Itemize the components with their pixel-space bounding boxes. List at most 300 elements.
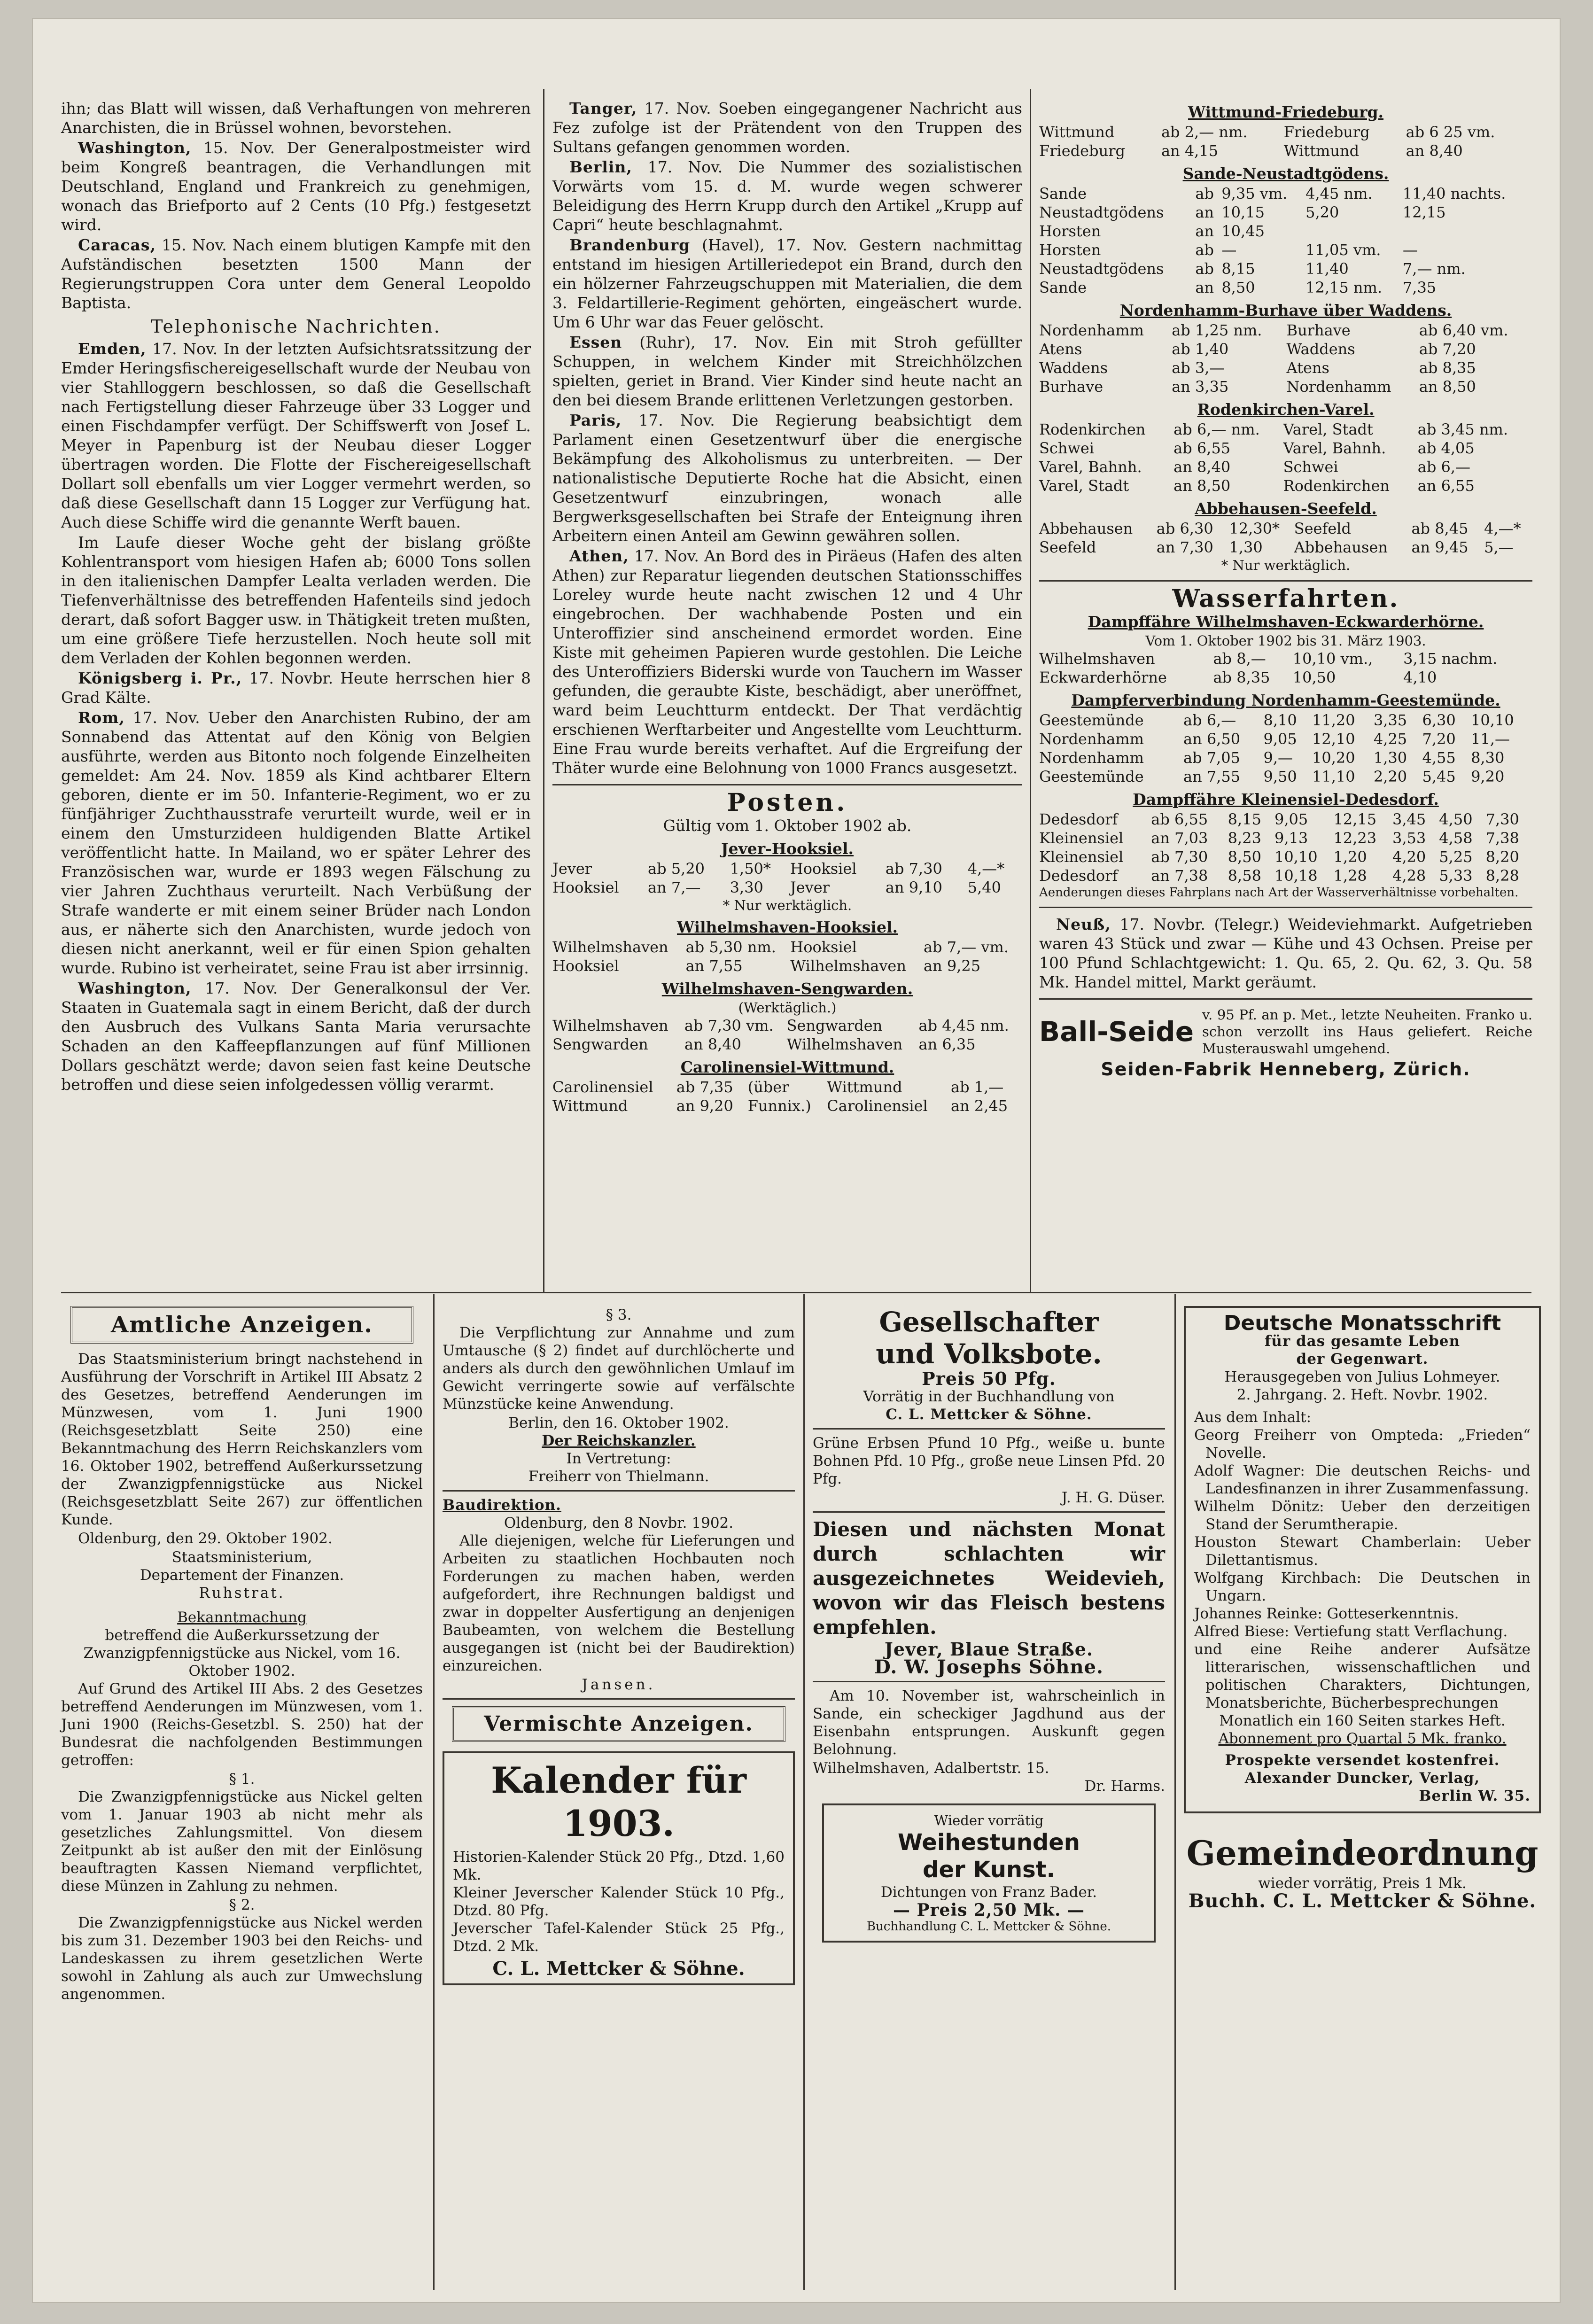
ad-text: Jever, Blaue Straße.	[884, 1639, 1094, 1660]
timetable-cell: an 8,40	[1173, 458, 1231, 476]
timetable-cell: ab 5,20	[648, 860, 705, 878]
timetable-cell: Carolinensiel	[827, 1097, 928, 1115]
amtliche-heading: Amtliche Anzeigen.	[70, 1306, 413, 1344]
timetable-cell: ab	[1195, 185, 1214, 202]
timetable-cell: 4,45 nm.	[1305, 185, 1373, 202]
timetable-cell: Schwei	[1283, 458, 1338, 476]
dateline: Neuß,	[1056, 915, 1111, 933]
timetable-cell: an 7,38	[1151, 867, 1208, 885]
timetable-cell: 11,05 vm.	[1305, 241, 1381, 259]
timetable-cell: Burhave	[1286, 321, 1351, 339]
timetable-subheading: (Werktäglich.)	[738, 1000, 837, 1016]
timetable-cell: Geestemünde	[1039, 768, 1144, 785]
timetable-cell: Hooksiel	[552, 878, 619, 896]
timetable-cell: 1,30	[1229, 538, 1263, 556]
timetable	[1039, 420, 1532, 495]
timetable-cell: an 7,03	[1151, 829, 1208, 847]
timetable-cell: Sengwarden	[786, 1017, 883, 1034]
divider	[1039, 998, 1532, 1000]
ad-text: Abonnement pro Quartal 5 Mk. franko.	[1218, 1730, 1507, 1747]
timetable-cell: ab 7,05	[1183, 749, 1240, 767]
notice-text: Alle diejenigen, welche für Lieferungen und Arbeiten zu staatlichen Hochbauten noch Forderungen zu machen haben, werden aufgefordert, ihre Rechnungen baldigst und zwar in doppelter Ausfertigung an denjenigen Baubeamten, von welchem die Bestellung ausgegangen ist (nicht bei der Baudirektion) einzureichen.	[443, 1532, 795, 1674]
timetable-cell: 4,58	[1439, 829, 1473, 847]
article-text: 17. Nov. An Bord des in Piräeus (Hafen des alten Athen) zur Reparatur liegenden deutschen Stationsschiffes Loreley wurde heute nacht zwischen 12 und 4 Uhr eingebrochen. Der wachhabende Posten und ein Unteroffizier sind anscheinend ermordet worden. Eine Kiste mit geheimen Papieren wurde gestohlen. Die Leiche des Unteroffiziers Biderski wurde von Tauchern im Wasser gefunden, die geraubte Kiste, beschädigt, aber uneröffnet, ward beim Leuchtturm entdeckt. Der That verdächtig erschienen Werftarbeiter und Angestellte vom Leuchtturm. Eine Frau wurde bereits verhaftet. Auf die Ergreifung der Thäter wurde eine Belohnung von 1000 Francs ausgesetzt.	[552, 547, 1022, 777]
timetable-cell: 11,20	[1312, 711, 1355, 729]
timetable-heading: Rodenkirchen-Varel.	[1197, 400, 1375, 419]
ad-title: Ball-Seide	[1039, 1015, 1194, 1048]
timetable-cell: 8,50	[1221, 279, 1255, 296]
dateline: Washington,	[78, 979, 192, 997]
timetable-row	[1039, 439, 1532, 458]
contents-item: Georg Freiherr von Ompteda: „Frieden“ Novelle.	[1194, 1427, 1531, 1461]
timetable-cell: 10,50	[1292, 668, 1336, 686]
article	[61, 668, 531, 707]
timetable-row	[1039, 420, 1532, 439]
ad-price: — Preis 2,50 Mk. —	[893, 1900, 1085, 1920]
notice-heading: Bekanntmachung	[177, 1609, 307, 1626]
notice-text: Die Zwanzigpfennigstücke aus Nickel werden bis zum 31. Dezember 1903 bei den Reichs- und Landeskassen zu ihrem gesetzlichen Werte sowohl in Zahlung als auch zur Umwechslung angenommen.	[61, 1914, 423, 2003]
timetable-cell: Hooksiel	[552, 957, 619, 975]
notice-text: Das Staatsministerium bringt nachstehend in Ausführung der Vorschrift in Artikel III Absatz 2 des Gesetzes, betreffend Aenderungen im Münzwesen, vom 1. Juni 1900 (Reichsgesetzblatt Seite 250) eine Bekanntmachung des Herrn Reichskanzlers vom 16. Oktober 1902, betreffend Außerkurssetzung der Zwanzigpfennigstücke aus Nickel (Reichsgesetzblatt Seite 267) zur öffentlichen Kunde.	[61, 1351, 423, 1528]
timetable-cell: 10,45	[1221, 222, 1265, 240]
notice-subheading: betreffend die Außerkurssetzung der Zwanzigpfennigstücke aus Nickel, vom 16. Oktober 1902.	[83, 1627, 401, 1679]
divider	[443, 1490, 795, 1492]
timetable-cell: 5,45	[1422, 768, 1456, 785]
article	[1039, 915, 1532, 992]
notice-heading: Baudirektion.	[443, 1497, 561, 1514]
timetable-row	[552, 859, 1022, 878]
dateline: Caracas,	[78, 236, 156, 254]
timetable	[552, 859, 1022, 897]
article	[61, 708, 531, 978]
timetable-row	[1039, 866, 1532, 885]
timetable-cell: Burhave	[1039, 378, 1103, 396]
timetable-row	[1039, 259, 1532, 278]
timetable-cell: 3,30	[730, 878, 763, 896]
timetable-cell: ab 2,— nm.	[1161, 123, 1248, 141]
timetable-cell: 4,20	[1392, 848, 1426, 866]
timetable-row	[1039, 668, 1532, 687]
timetable-cell: an 7,55	[685, 957, 743, 975]
dateline: Berlin,	[569, 158, 632, 176]
timetable-cell: an 2,45	[950, 1097, 1008, 1115]
ad-title: Gemeindeordnung	[1186, 1833, 1539, 1873]
posten-validity: Gültig vom 1. Oktober 1902 ab.	[663, 816, 912, 835]
timetable-heading: Wilhelmshaven-Sengwarden.	[661, 979, 913, 998]
ad-firm: D. W. Josephs Söhne.	[874, 1656, 1103, 1678]
article-text: 17. Nov. Soeben eingegangener Nachricht aus Fez zufolge ist der Prätendent von den Truppen des Sultans gefangen genommen worden.	[552, 99, 1022, 156]
timetable-cell: Rodenkirchen	[1039, 420, 1146, 438]
ad-text: Am 10. November ist, wahrscheinlich in Sande, ein scheckiger Jagdhund aus der Eisenbahn entsprungen. Auskunft gegen Belohnung.	[813, 1687, 1165, 1758]
timetable-cell: an 8,50	[1173, 477, 1231, 495]
timetable-heading: Nordenhamm-Burhave über Waddens.	[1119, 301, 1452, 319]
ad-title: Kalender für 1903.	[491, 1759, 746, 1844]
kalender-ad	[443, 1751, 795, 1985]
timetable-row	[552, 1035, 1022, 1054]
wasserfahrten-heading: Wasserfahrten.	[1172, 584, 1399, 613]
timetable-cell: ab 8,35	[1419, 359, 1476, 377]
timetable-cell: 7,20	[1422, 730, 1456, 748]
timetable-cell: 12,30*	[1229, 520, 1280, 537]
timetable-cell: Schwei	[1039, 439, 1095, 457]
timetable-cell: 10,15	[1221, 203, 1265, 221]
timetable-cell: an	[1195, 279, 1214, 296]
timetable-cell: 6,30	[1422, 711, 1456, 729]
ad-firm: J. H. G. Düser.	[1061, 1489, 1165, 1506]
timetable-cell: 11,40	[1305, 260, 1349, 278]
timetable	[552, 1078, 1022, 1115]
ad-firm: Buchh. C. L. Mettcker & Söhne.	[1188, 1890, 1537, 1912]
timetable-cell: Kleinensiel	[1039, 829, 1124, 847]
timetable-cell: an 7,30	[1156, 538, 1213, 556]
timetable-cell: ab 6,55	[1173, 439, 1231, 457]
ad-text: Wilhelmshaven, Adalbertstr. 15.	[813, 1760, 1049, 1777]
timetable-cell: 8,20	[1485, 848, 1519, 866]
timetable-cell: Wittmund	[1039, 123, 1115, 141]
article	[552, 411, 1022, 545]
timetable-cell: ab 6,— nm.	[1173, 420, 1260, 438]
dateline: Paris,	[569, 411, 622, 429]
column-rule	[1030, 89, 1031, 1292]
timetable-cell: Seefeld	[1294, 520, 1351, 537]
paragraph-number: § 2.	[229, 1897, 255, 1913]
dateline: Washington,	[78, 139, 192, 157]
timetable-cell: Nordenhamm	[1286, 378, 1391, 396]
ad-text: Wieder vorrätig	[934, 1812, 1044, 1828]
notice-signature: Departement der Finanzen.	[140, 1567, 344, 1584]
timetable-cell: Varel, Stadt	[1283, 420, 1373, 438]
timetable-cell: Nordenhamm	[1039, 749, 1144, 767]
notice-text: Auf Grund des Artikel III Abs. 2 des Gesetzes betreffend Aenderungen im Münzwesen, vom 1. Juni 1900 (Reichs-Gesetzbl. S. 250) hat der Bundesrat die nachfolgenden Bestimmungen getroffen:	[61, 1680, 423, 1769]
timetable-cell: ab 3,—	[1172, 359, 1225, 377]
dateline: Emden,	[78, 340, 147, 358]
article	[552, 157, 1022, 234]
ad-text: Dichtungen von Franz Bader.	[880, 1884, 1097, 1901]
timetable-cell: 5,33	[1439, 867, 1473, 885]
timetable-cell: (über	[747, 1078, 789, 1096]
timetable-cell: Atens	[1286, 359, 1329, 377]
timetable	[1039, 123, 1532, 160]
column-rule	[543, 89, 544, 1292]
article	[552, 235, 1022, 332]
notice-signature: Freiherr von Thielmann.	[528, 1468, 709, 1485]
timetable-cell: Funnix.)	[747, 1097, 811, 1115]
ad-firm: Berlin W. 35.	[1419, 1788, 1531, 1804]
timetable-row	[1039, 810, 1532, 829]
divider	[1039, 907, 1532, 908]
timetable-heading: Carolinensiel-Wittmund.	[680, 1058, 894, 1076]
timetable	[552, 938, 1022, 975]
timetable-cell: ab 6,55	[1151, 810, 1208, 828]
timetable-cell: ab	[1195, 241, 1214, 259]
notice-signature: In Vertretung:	[566, 1450, 671, 1467]
timetable-cell: ab 4,05	[1417, 439, 1475, 457]
ad-title: der Kunst.	[923, 1857, 1055, 1883]
timetable-cell: 5,—	[1484, 538, 1514, 556]
timetable-cell: Jever	[552, 860, 592, 878]
timetable-cell: Neustadtgödens	[1039, 203, 1164, 221]
timetable-cell: ab	[1195, 260, 1214, 278]
timetable-note: * Nur werktäglich.	[1221, 557, 1351, 573]
timetable-cell: Friedeburg	[1039, 142, 1125, 160]
timetable-cell: 8,30	[1471, 749, 1505, 767]
timetable-cell: Varel, Stadt	[1039, 477, 1129, 495]
timetable-cell: an 4,15	[1161, 142, 1219, 160]
ad-title: und Volksbote.	[876, 1338, 1102, 1370]
timetable-cell: 1,28	[1333, 867, 1367, 885]
timetable-cell: 9,13	[1274, 829, 1308, 847]
ad-firm: Buchhandlung C. L. Mettcker & Söhne.	[866, 1920, 1111, 1934]
ad-text: Monatlich ein 160 Seiten starkes Heft.	[1219, 1712, 1506, 1729]
contents-item: Johannes Reinke: Gotteserkenntnis.	[1194, 1605, 1459, 1622]
notice-signature: Ruhstrat.	[199, 1585, 285, 1601]
article-text: (Ruhr), 17. Nov. Ein mit Stroh gefüllter Schuppen, in welchem Kinder mit Streichhölzchen spielten, geriet in Brand. Vier Kinder sind heute nacht an den bei diesem Brande erlittenen Verletzungen gestorben.	[552, 333, 1022, 409]
timetable-cell: Wittmund	[827, 1078, 902, 1096]
divider	[813, 1428, 1165, 1430]
timetable-row	[1039, 377, 1532, 396]
article	[61, 339, 531, 532]
ad-text: Aus dem Inhalt:	[1194, 1409, 1312, 1426]
timetable-cell: Friedeburg	[1283, 123, 1370, 141]
article-text: (Havel), 17. Nov. Gestern nachmittag entstand im hiesigen Artilleriedepot ein Brand, durch den ein hölzerner Fahrzeugschuppen mit Materialien, die dem 3. Feldartillerie-Regiment gehörten, eingeäschert wurde. Um 6 Uhr war das Feuer gelöscht.	[552, 236, 1022, 331]
timetable-cell	[1403, 222, 1532, 241]
ad-text: Herausgegeben von Julius Lohmeyer.	[1224, 1368, 1500, 1385]
timetable-cell: 7,38	[1485, 829, 1519, 847]
article-text: 17. Nov. In der letzten Aufsichtsratssitzung der Emder Heringsfischereigesellschaft wurde der Neubau von vier Stahlloggern beschlossen, so daß die Gesellschaft nach Fertigstellung dieser Fahrzeuge über 33 Logger und einen Fischdampfer verfügt. Der Schiffswerft von Josef L. Meyer in Papenburg ist der Neubau dieser Logger übertragen worden. Die Flotte der Fischereigesellschaft Dollart soll ebenfalls um vier Logger vermehrt werden, so daß diese Gesellschaft dann 15 Logger zur Verfügung hat. Auch diese Schiffe wird die genannte Werft bauen.	[61, 340, 531, 531]
timetable-cell: ab 1,—	[950, 1078, 1004, 1096]
timetable-cell: an 9,10	[885, 878, 943, 896]
timetable-cell: Atens	[1039, 340, 1082, 358]
timetable-cell: 8,28	[1485, 867, 1519, 885]
contents-item: Alfred Biese: Vertiefung statt Verflachung.	[1194, 1623, 1508, 1640]
timetable	[1039, 321, 1532, 396]
timetable-cell: Jever	[790, 878, 830, 896]
timetable-cell: 10,10	[1274, 848, 1318, 866]
timetable-cell: Hooksiel	[790, 860, 857, 878]
timetable-cell: Carolinensiel	[552, 1078, 653, 1096]
timetable-heading: Wittmund-Friedeburg.	[1188, 103, 1384, 121]
timetable-cell: 9,—	[1263, 749, 1293, 767]
timetable-heading: Wilhelmshaven-Hooksiel.	[676, 918, 898, 936]
contents-item: Adolf Wagner: Die deutschen Reichs- und Landesfinanzen in ihrer Zusammenfassung.	[1194, 1462, 1531, 1497]
timetable-cell: 5,20	[1305, 203, 1339, 221]
timetable-cell: Nordenhamm	[1039, 730, 1144, 748]
timetable-row	[1039, 141, 1532, 160]
timetable-cell: 3,45	[1392, 810, 1426, 828]
timetable-cell: 5,25	[1439, 848, 1473, 866]
timetable-row	[1039, 203, 1532, 222]
timetable-cell: 9,50	[1263, 768, 1297, 785]
timetable-cell: 8,10	[1263, 711, 1297, 729]
column-rule	[433, 1294, 435, 2290]
weihestunden-ad	[822, 1803, 1156, 1943]
timetable-cell: ab 7,— vm.	[923, 938, 1009, 956]
timetable-heading: Abbehausen-Seefeld.	[1195, 499, 1377, 518]
timetable-cell: Sengwarden	[552, 1035, 648, 1053]
timetable	[1039, 711, 1532, 786]
timetable-cell: Wittmund	[1283, 142, 1360, 160]
dateline: Essen	[569, 333, 622, 351]
ad-title: Gesellschafter	[879, 1306, 1099, 1338]
timetable-row	[1039, 278, 1532, 297]
article-text: 17. Novbr. Heute herrschen hier 8 Grad Kälte.	[61, 669, 531, 707]
timetable-cell: 10,18	[1274, 867, 1318, 885]
timetable-cell: Abbehausen	[1039, 520, 1133, 537]
timetable-note: * Nur werktäglich.	[723, 897, 852, 913]
timetable-cell: an 9,20	[676, 1097, 733, 1115]
timetable-row	[1039, 358, 1532, 377]
timetable-cell: ab 7,20	[1419, 340, 1476, 358]
divider	[1039, 580, 1532, 582]
timetable-cell: an 3,35	[1172, 378, 1229, 396]
timetable-cell: Varel, Bahnh.	[1039, 458, 1142, 476]
column-rule	[803, 1294, 805, 2290]
timetable-row	[552, 1078, 1022, 1096]
timetable-cell: 3,35	[1373, 711, 1407, 729]
notice-text: Die Verpflichtung zur Annahme und zum Umtausche (§ 2) findet auf durchlöcherte und anders als durch den gewöhnlichen Umlauf im Gewicht verringerte sowie auf verfälschte Münzstücke keine Anwendung.	[443, 1324, 795, 1413]
timetable-cell: Horsten	[1039, 241, 1101, 259]
timetable-row	[1039, 538, 1532, 557]
timetable-cell: ab 8,—	[1213, 650, 1266, 668]
ad-text: Prospekte versendet kostenfrei.	[1225, 1752, 1500, 1769]
timetable-cell: 4,55	[1422, 749, 1456, 767]
timetable-cell: an 7,—	[648, 878, 701, 896]
article-text: 15. Nov. Nach einem blutigen Kampfe mit den Aufständischen besetzten 1500 Mann der Regierungstruppen Cora unter dem General Leopoldo Baptista.	[61, 236, 531, 312]
timetable-cell: Neustadtgödens	[1039, 260, 1164, 278]
ad-firm: C. L. Mettcker & Söhne.	[886, 1406, 1092, 1423]
ad-column-1	[61, 1306, 423, 2004]
ad-firm: Alexander Duncker, Verlag,	[1244, 1770, 1480, 1787]
timetable-cell: ab 4,45 nm.	[918, 1017, 1009, 1034]
article	[552, 333, 1022, 410]
ad-column-4	[1184, 1306, 1541, 1910]
timetable	[1039, 810, 1532, 885]
timetable	[552, 1016, 1022, 1054]
column-rule	[1174, 1294, 1176, 2290]
ad-firm: C. L. Mettcker & Söhne.	[492, 1958, 745, 1980]
timetable-cell: Horsten	[1039, 222, 1101, 240]
timetable-cell: an 6,55	[1417, 477, 1475, 495]
timetable-cell: Dedesdorf	[1039, 867, 1118, 885]
article	[61, 138, 531, 234]
timetable-cell: ab 1,40	[1172, 340, 1229, 358]
news-column-2	[552, 99, 1022, 1115]
timetable-cell: Wittmund	[552, 1097, 628, 1115]
timetable-cell: 9,05	[1274, 810, 1308, 828]
timetable-cell: ab 3,45 nm.	[1417, 420, 1508, 438]
timetable-cell: Seefeld	[1039, 538, 1096, 556]
monatsschrift-ad	[1184, 1306, 1541, 1813]
timetable-cell: 9,35 vm.	[1221, 185, 1288, 202]
notice-date: Oldenburg, den 29. Oktober 1902.	[78, 1530, 333, 1547]
contents-item: Wilhelm Dönitz: Ueber den derzeitigen Stand der Serumtherapie.	[1194, 1498, 1531, 1533]
vermischte-heading: Vermischte Anzeigen.	[452, 1706, 785, 1742]
timetable-cell: 12,15 nm.	[1305, 279, 1382, 296]
timetable-cell: Waddens	[1286, 340, 1355, 358]
timetable-cell: Wilhelmshaven	[552, 938, 668, 956]
timetable-cell: 12,15	[1333, 810, 1377, 828]
dateline: Athen,	[569, 547, 629, 565]
timetable-cell: ab 7,30	[1151, 848, 1208, 866]
timetable-cell: Sande	[1039, 185, 1087, 202]
posten-heading: Posten.	[727, 788, 848, 817]
timetable	[1039, 649, 1532, 687]
article-text: 17. Nov. Die Nummer des sozialistischen Vorwärts vom 15. d. M. wurde wegen schwerer Beleidigung des Herrn Krupp durch den Artikel „Krupp auf Capri“ heute beschlagnahmt.	[552, 158, 1022, 234]
dateline: Königsberg i. Pr.,	[78, 669, 242, 687]
timetable-cell: Kleinensiel	[1039, 848, 1124, 866]
divider	[813, 1511, 1165, 1513]
timetable-cell: 8,23	[1228, 829, 1261, 847]
timetable-cell: —	[1221, 241, 1237, 259]
timetable-cell: 10,20	[1312, 749, 1355, 767]
notice-signature: Der Reichskanzler.	[542, 1432, 696, 1449]
timetable-cell: 12,23	[1333, 829, 1377, 847]
timetable-cell	[1305, 222, 1403, 241]
timetable-heading: Jever-Hooksiel.	[721, 839, 854, 858]
timetable-cell: Varel, Bahnh.	[1283, 439, 1386, 457]
timetable-cell: Wilhelmshaven	[552, 1017, 668, 1034]
timetable-cell: ab 6,30	[1156, 520, 1213, 537]
timetable-row	[1039, 711, 1532, 730]
notice-date: Berlin, den 16. Oktober 1902.	[508, 1415, 729, 1431]
ad-subtitle: für das gesamte Leben	[1264, 1333, 1461, 1350]
timetable-cell: ab 8,35	[1213, 668, 1270, 686]
timetable-cell: 8,50	[1228, 848, 1261, 866]
article-text: 17. Nov. Der Generalkonsul der Ver. Staaten in Guatemala sagt in einem Bericht, daß der durch den Ausbruch des Vulkans Santa Maria verursachte Schaden an den Kaffeepflanzungen auf fünf Millionen Dollars geschätzt werde; davon seien fast keine Deutsche betroffen und diese seien infolgedessen völlig verarmt.	[61, 979, 531, 1094]
timetable	[1039, 184, 1532, 297]
timetable-cell: 9,20	[1471, 768, 1505, 785]
contents-list	[1194, 1426, 1531, 1712]
article	[552, 546, 1022, 777]
timetable-row	[552, 956, 1022, 975]
ad-text: 2. Jahrgang. 2. Heft. Novbr. 1902.	[1236, 1386, 1488, 1403]
timetable-row	[1039, 123, 1532, 141]
timetable-cell: 4,—*	[967, 860, 1005, 878]
divider	[552, 784, 1022, 785]
timetable-cell: 1,50*	[730, 860, 771, 878]
ad-line: Jeverscher Tafel-Kalender Stück 25 Pfg., Dtzd. 2 Mk.	[453, 1920, 785, 1955]
timetable-cell: —	[1402, 241, 1418, 259]
timetable-cell: Rodenkirchen	[1283, 477, 1390, 495]
timetable-cell: 7,30	[1485, 810, 1519, 828]
timetable-cell: 11,10	[1312, 768, 1355, 785]
timetable-cell: 4,28	[1392, 867, 1426, 885]
timetable-cell: ab 5,30 nm.	[685, 938, 776, 956]
timetable-cell: 8,15	[1221, 260, 1255, 278]
divider	[443, 1698, 795, 1700]
contents-item: Wolfgang Kirchbach: Die Deutschen in Ungarn.	[1194, 1570, 1531, 1604]
timetable-cell: Wilhelmshaven	[786, 1035, 903, 1053]
timetable-cell: an 6,50	[1183, 730, 1241, 748]
timetable-cell: 10,10	[1471, 711, 1514, 729]
timetable-cell: Wilhelmshaven	[1039, 650, 1155, 668]
ad-title: Weihestunden	[898, 1829, 1080, 1856]
timetable-row	[1039, 321, 1532, 340]
timetable-cell: ab 6,—	[1183, 711, 1236, 729]
notice-text: Die Zwanzigpfennigstücke aus Nickel gelten vom 1. Januar 1903 ab nicht mehr als gesetzliches Zahlungsmittel. Von diesem Zeitpunkt ab ist außer den mit der Einlösung beauftragten Kassen Niemand verpflichtet, diese Münzen in Zahlung zu nehmen.	[61, 1788, 423, 1895]
timetable-cell: 4,25	[1373, 730, 1407, 748]
ad-title: Deutsche Monatsschrift	[1223, 1311, 1501, 1335]
timetable-row	[1039, 519, 1532, 538]
article	[61, 235, 531, 312]
timetable-cell: ab 6,—	[1417, 458, 1471, 476]
timetable-cell: ab 7,35	[676, 1078, 733, 1096]
timetable-row	[1039, 458, 1532, 476]
timetable-row	[1039, 340, 1532, 358]
timetable-row	[1039, 476, 1532, 495]
paragraph-number: § 3.	[606, 1306, 632, 1323]
newspaper-page	[33, 19, 1560, 2302]
